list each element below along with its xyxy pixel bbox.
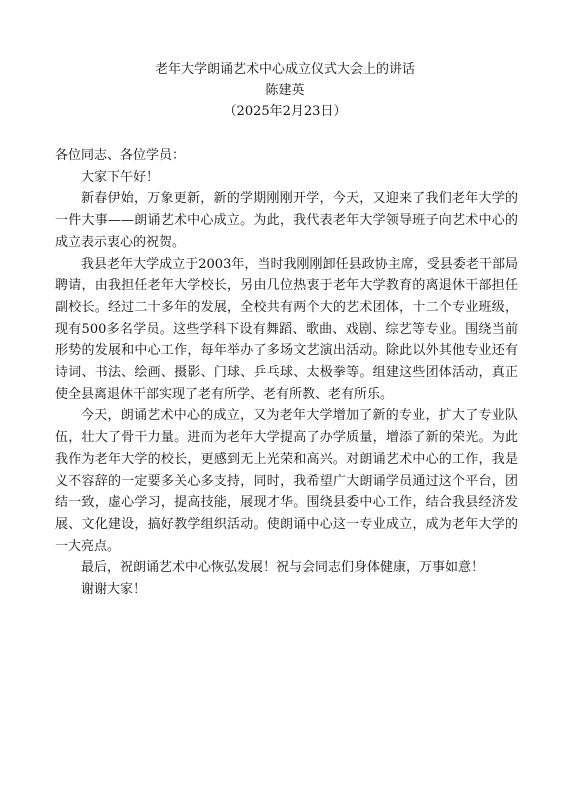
paragraph-opening: 新春伊始，万象更新，新的学期刚刚开学，今天，又迎来了我们老年大学的一件大事——朗诵艺术中心成立。为此，我代表老年大学领导班子向艺术中心的成立表示衷心的祝贺。 — [55, 191, 518, 250]
paragraph-history: 我县老年大学成立于2003年，当时我刚刚卸任县政协主席，受县委老干部局聘请，由我担任老年大学校长，另由几位热衷于老年大学教育的离退休干部担任副校长。经过二十多年的发展，全校共有两个大的艺术团体，十二个专业班级，现有500多名学员。这些学科下设有舞蹈、歌曲、戏剧、综艺等专业。围绕当前形势的发展和中心工作，每年举办了多场文艺演出活动。除此以外其他专业还有诗词、书法、绘画、摄影、门球、乒乓球、太极拳等。组建这些团体活动，真正使全县离退休干部实现了老有所学、老有所教、老有所乐。 — [55, 256, 518, 402]
speech-date: （2025年2月23日） — [223, 104, 347, 119]
speech-title: 老年大学朗诵艺术中心成立仪式大会上的讲话 — [154, 62, 415, 77]
speech-author: 陈建英 — [265, 83, 305, 98]
greeting: 大家下午好！ — [81, 169, 160, 185]
paragraph-significance: 今天，朗诵艺术中心的成立，又为老年大学增加了新的专业，扩大了专业队伍，壮大了骨干力量。进而为老年大学提高了办学质量，增添了新的荣光。为此我作为老年大学的校长，更感到无上光荣和高兴。对朗诵艺术中心的工作，我是义不容辞的一定要多关心多支持，同时，我希望广大朗诵学员通过这个平台，团结一致，虚心学习，提高技能，展现才华。围绕县委中心工作，结合我县经济发展、文化建设，搞好教学组织活动。使朗诵中心这一专业成立，成为老年大学的一大亮点。 — [55, 408, 518, 554]
document-header — [0, 59, 570, 122]
speech-body — [55, 145, 518, 601]
salutation: 各位同志、各位学员： — [55, 148, 186, 163]
paragraph-wishes: 最后，祝朗诵艺术中心恢弘发展！祝与会同志们身体健康，万事如意！ — [81, 560, 485, 576]
closing-thanks: 谢谢大家！ — [81, 582, 147, 598]
